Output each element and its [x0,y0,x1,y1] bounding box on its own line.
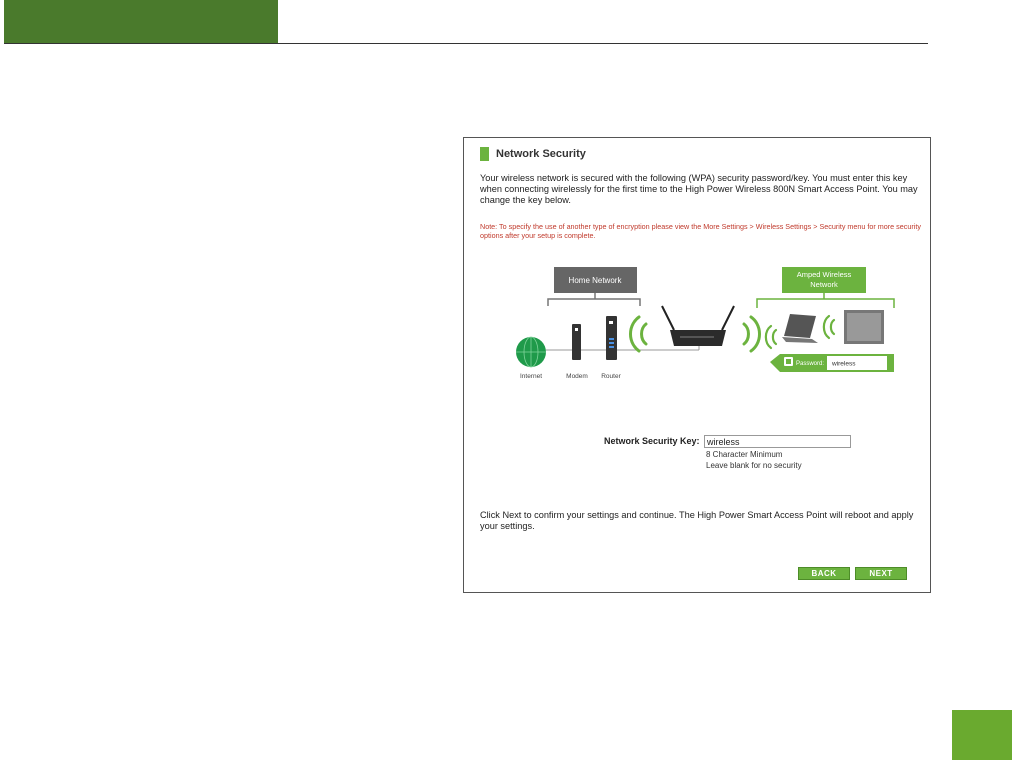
amped-network-bracket [757,299,894,308]
amped-network-label-line2: Network [810,280,838,289]
next-button[interactable]: NEXT [855,567,907,580]
home-network-bracket [548,299,640,306]
password-value: wireless [832,360,856,368]
page-corner-box [952,710,1012,760]
network-security-key-input[interactable] [704,435,851,448]
panel-title [480,147,586,161]
home-network-label: Home Network [568,276,622,285]
amped-network-label-line1: Amped Wireless [796,270,852,279]
key-minimum-hint: 8 Character Minimum [706,450,783,459]
wifi-waves-left-icon [630,317,646,351]
encryption-note: Note: To specify the use of another type of encryption please view the More Settings > Wireless Settings > Security menu for more security options after your setup is complete. [480,222,921,240]
wifi-waves-monitor-icon [824,316,834,338]
intro-text: Your wireless network is secured with the following (WPA) security password/key. You must enter this key when connecting wirelessly for the first time to the High Power Wireless 800N Smart Access Point. You may change the key below. [480,173,918,205]
monitor-icon [844,310,884,344]
network-diagram [494,264,914,394]
internet-globe-icon [516,337,546,367]
header-divider [4,43,928,44]
router-label: Router [601,373,621,380]
key-blank-hint: Leave blank for no security [706,461,802,470]
wifi-waves-right-icon [744,317,760,351]
internet-label: Internet [519,373,543,380]
laptop-icon [782,314,818,343]
modem-label: Modem [566,373,588,380]
confirm-text: Click Next to confirm your settings and continue. The High Power Smart Access Point will reboot and apply your settings. [480,510,914,531]
router-tower-icon [606,316,617,360]
modem-icon [572,324,581,360]
network-security-key-label: Network Security Key: [604,436,700,446]
header-tab [4,0,278,44]
access-point-icon [662,306,734,346]
wifi-waves-laptop-icon [766,326,776,348]
password-banner [770,354,894,372]
network-security-panel [463,137,931,593]
back-button[interactable]: BACK [798,567,850,580]
panel-title-text: Network Security [496,148,586,160]
title-marker [480,147,489,161]
password-label: Password: [796,361,825,367]
